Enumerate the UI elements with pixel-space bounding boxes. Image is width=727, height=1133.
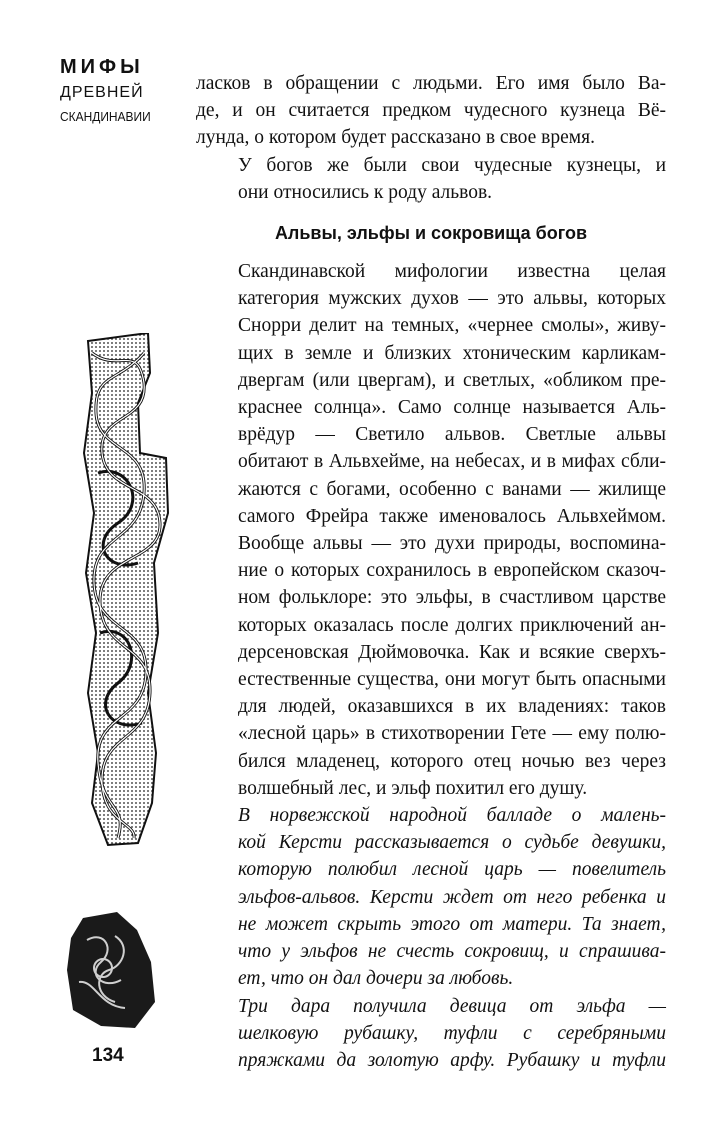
text-line: Вообще альвы — это духи природы, воспомина- [238, 533, 666, 555]
paragraph-3 [196, 258, 666, 802]
text-line: естественные существа, они могут быть опасными [238, 669, 666, 691]
text-line: Три дара получила девица от эльфа — [238, 995, 666, 1017]
running-head [60, 54, 170, 128]
text-line: де, и он считается предком чудесного кузнеца Вё- [196, 100, 666, 122]
text-line: кой Керсти рассказывается о судьбе девушки, [238, 832, 666, 854]
section-heading: Альвы, эльфы и сокровища богов [274, 223, 588, 244]
text-line: ласков в обращении с людьми. Его имя было Ва- [196, 73, 666, 94]
text-line: самого Фрейра также именовалось Альвхеймом. [238, 505, 666, 527]
text-line: Снорри делит на темных, «чернее смолы», живу- [238, 315, 666, 337]
running-head-subtitle-2: СКАНДИНАВИИ [60, 109, 151, 124]
running-head-title: МИФЫ [60, 56, 144, 78]
text-line: дерсеновская Дюймовочка. Как и всякие сверхъ- [238, 641, 666, 663]
page-number: 134 [92, 1045, 124, 1066]
text-line: В норвежской народной балладе о малень- [238, 805, 666, 827]
paragraph-5-italic [196, 993, 666, 1075]
text-line: они относились к роду альвов. [238, 181, 493, 203]
text-line: шелковую рубашку, туфли с серебряными [238, 1022, 666, 1044]
text-line: У богов же были свои чудесные кузнецы, и [238, 154, 666, 176]
paragraph-2 [196, 152, 666, 206]
text-line: лунда, о котором будет рассказано в свое время. [196, 127, 595, 149]
text-line: жаются с богами, особенно с ванами — жилище [238, 478, 666, 500]
text-line: Скандинавской мифологии известна целая [238, 261, 666, 283]
text-line: что у эльфов не счесть сокровищ, и спрашива- [238, 941, 666, 963]
text-line: бился младенец, которого отец ночью вез через [238, 750, 666, 772]
text-line: ном фольклоре: это эльфы, в счастливом царстве [238, 587, 666, 609]
text-line: эльфов-альвов. Керсти ждет от него ребенка и [238, 886, 666, 908]
text-line: врёдур — Светило альвов. Светлые альвы [238, 424, 666, 446]
text-line: обитают в Альвхейме, на небесах, и в мифах сбли- [238, 451, 666, 473]
text-line: «лесной царь» в стихотворении Гете — ему полю- [238, 723, 666, 745]
running-head-subtitle: ДРЕВНЕЙ [60, 84, 144, 101]
text-line: краснее солнца». Само солнце называется Аль- [238, 397, 666, 419]
text-line: щих в земле и близких хтоническим карликам- [238, 342, 666, 364]
knotwork-carving-panel [78, 333, 173, 848]
text-line: которых оказалась после долгих приключений ан- [238, 614, 666, 636]
text-line: категория мужских духов — это альвы, которых [238, 288, 666, 310]
main-text [196, 70, 666, 1074]
text-line: волшебный лес, и эльф похитил его душу. [238, 777, 588, 799]
text-line: не может скрыть этого от матери. Та знает, [238, 913, 666, 935]
paragraph-1 [196, 70, 666, 152]
text-line: ет, что он дал дочери за любовь. [238, 968, 514, 990]
text-line: двергам (или цвергам), и светлых, «обликом пре- [238, 369, 666, 391]
paragraph-4-italic [196, 802, 666, 992]
text-line: пряжками да золотую арфу. Рубашку и туфли [238, 1049, 666, 1071]
text-line: для людей, оказавшихся в их владениях: таков [238, 696, 666, 718]
runestone-fragment [65, 910, 157, 1030]
text-line: ние о которых сохранилось в европейском сказоч- [238, 560, 666, 582]
text-line: которую полюбил лесной царь — повелитель [238, 859, 666, 881]
